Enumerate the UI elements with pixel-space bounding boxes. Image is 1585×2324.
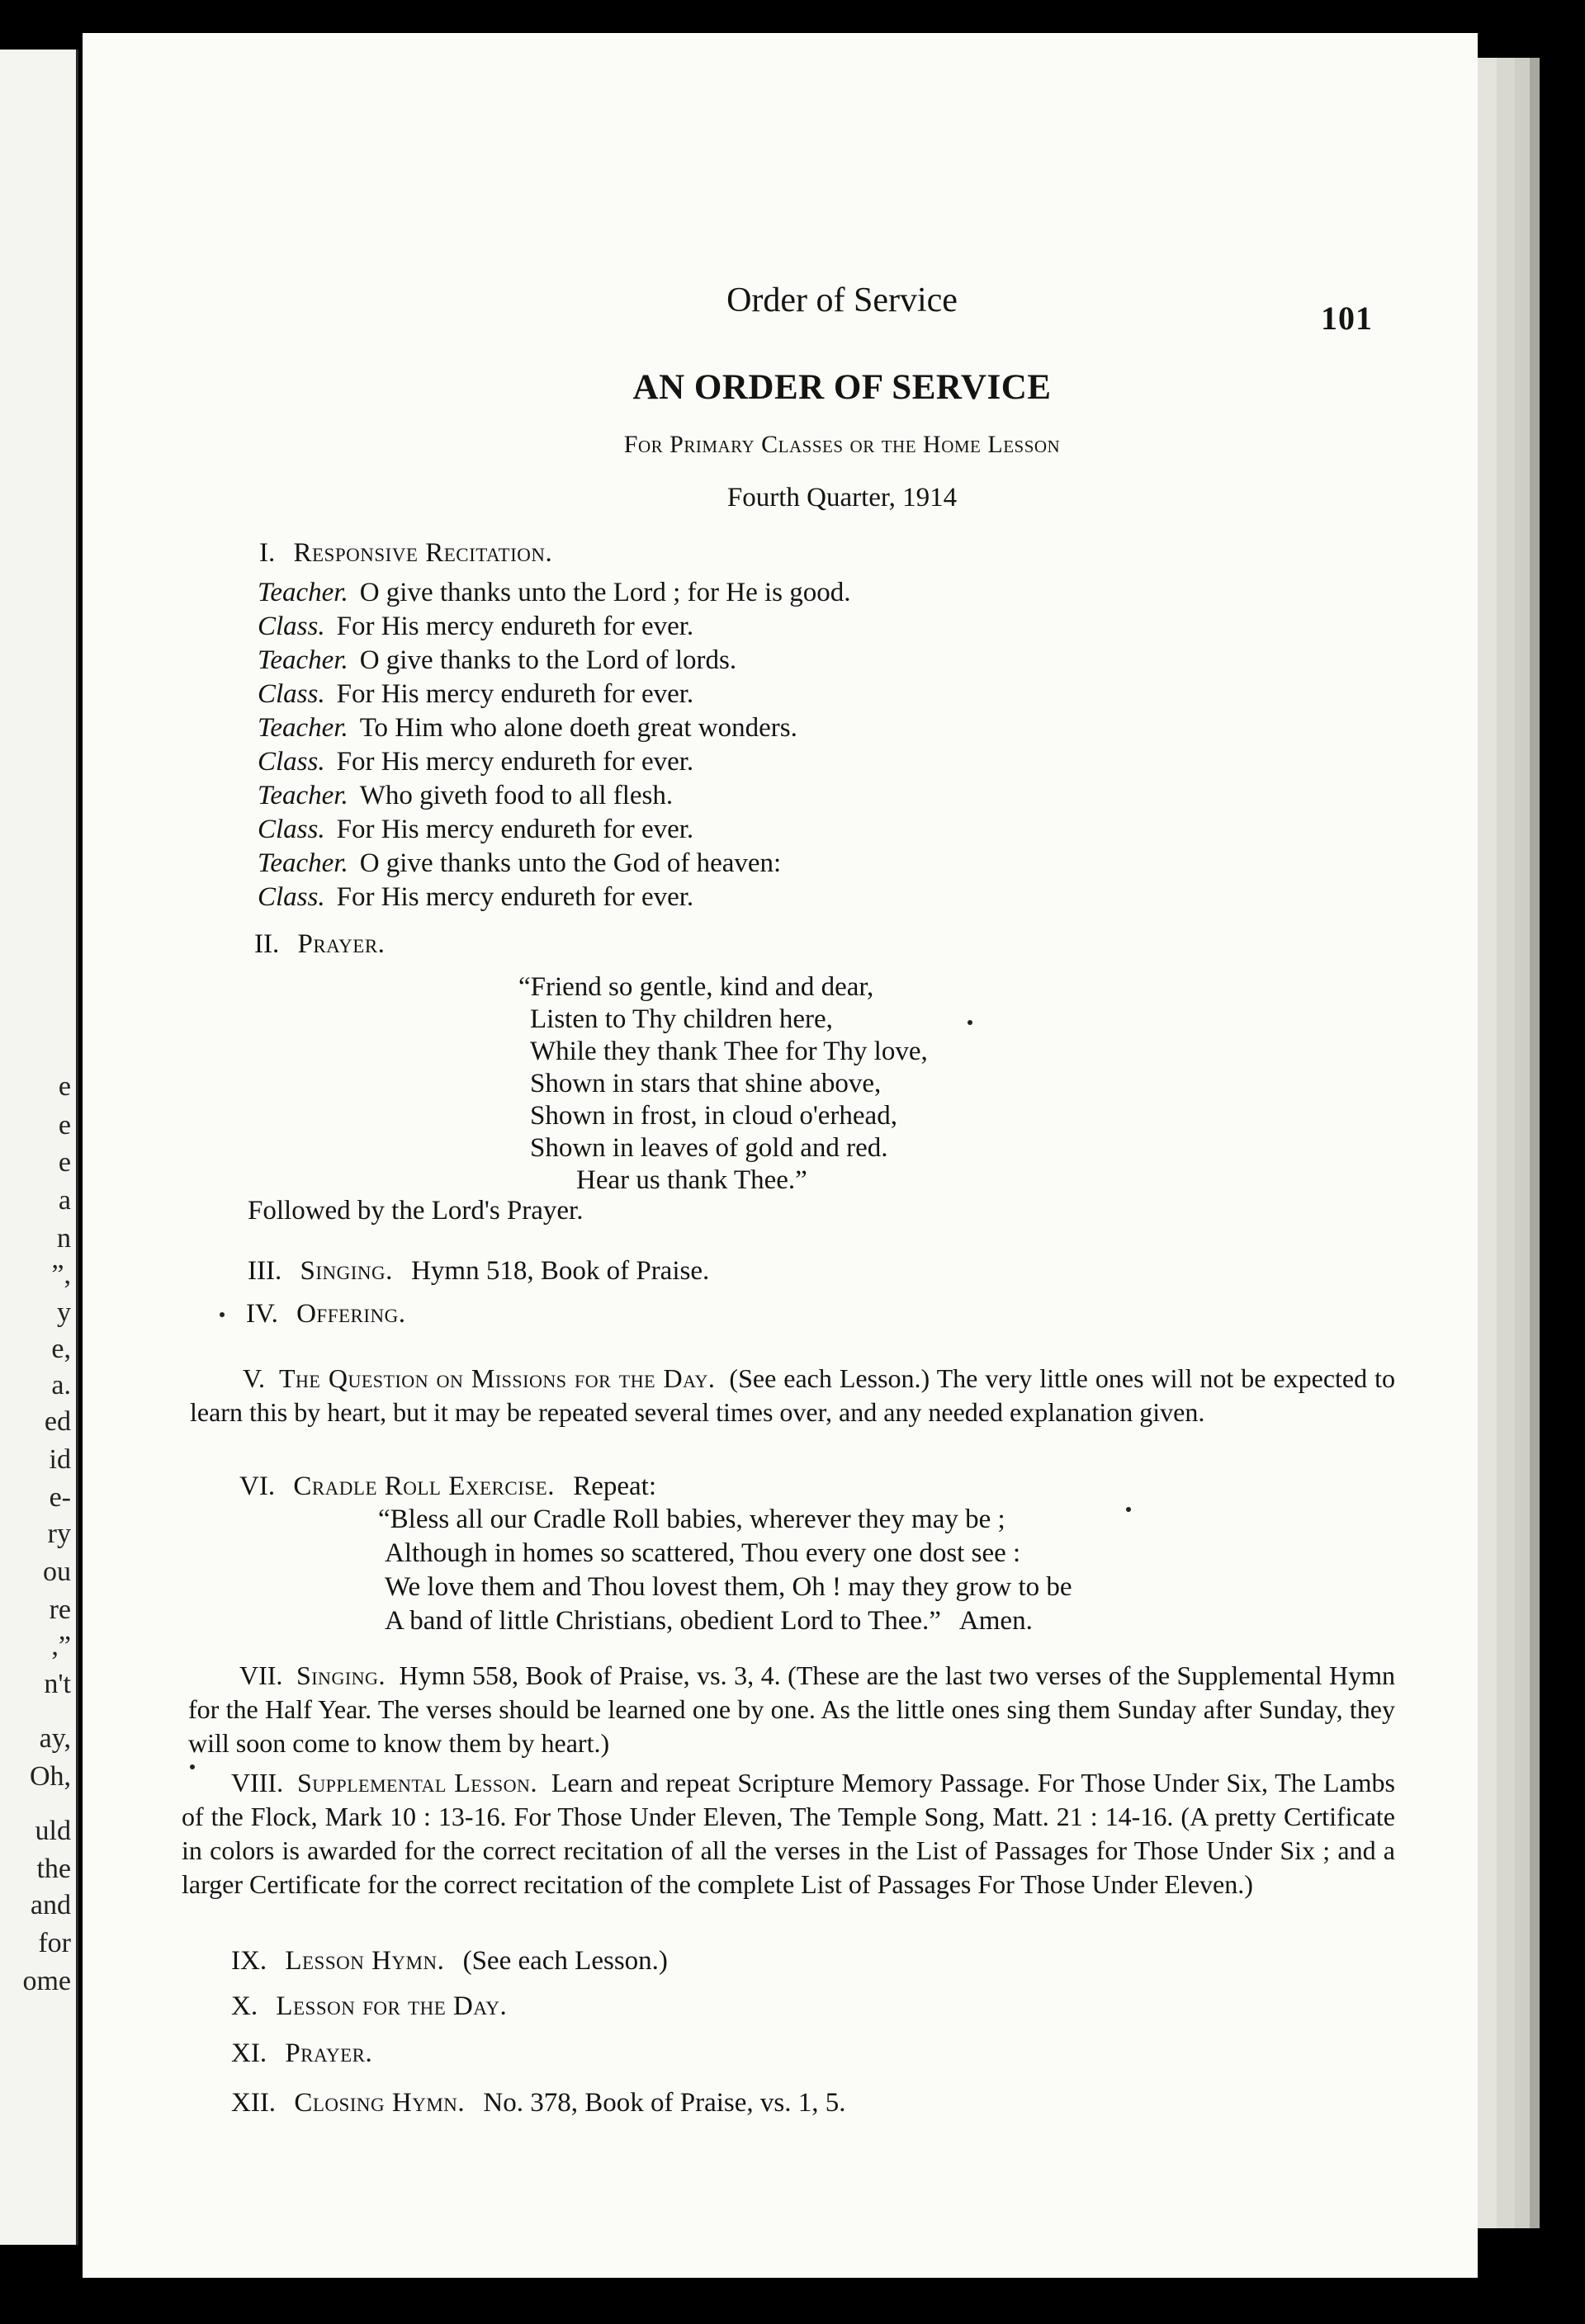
page-title: AN ORDER OF SERVICE <box>632 368 1052 407</box>
recitation-text: For His mercy endureth for ever. <box>336 679 694 709</box>
recitation-text: For His mercy endureth for ever. <box>336 612 694 641</box>
recitation-text: Who giveth food to all flesh. <box>359 781 674 810</box>
recitation-text: To Him who alone doeth great wonders. <box>359 713 797 743</box>
recitation-line <box>258 578 851 608</box>
section-title: Singing. <box>296 1660 386 1690</box>
section-title: Offering. <box>296 1299 406 1329</box>
recitation-line <box>258 612 693 642</box>
section-text: Repeat: <box>573 1471 657 1501</box>
recitation-line <box>258 848 781 879</box>
recitation-line <box>258 645 736 676</box>
recitation-line <box>258 815 693 845</box>
book-page <box>83 33 1478 2278</box>
section-number: IX. <box>231 1946 267 1976</box>
section-heading <box>246 1299 406 1330</box>
speaker-role: Class. <box>258 815 325 844</box>
section-number: VI. <box>239 1471 276 1501</box>
left-margin-fragment: for <box>38 1928 71 1958</box>
section-text: (See each Lesson.) The very little ones will not be expected to learn this by heart, but it may be repeated several times over, and any needed explanation given. <box>190 1363 1396 1427</box>
section-number: II. <box>254 929 280 959</box>
speaker-role: Teacher. <box>258 781 348 810</box>
section-title: Lesson for the Day. <box>276 1991 508 2021</box>
poem-line: “Friend so gentle, kind and dear, <box>518 972 874 1002</box>
page-number: 101 <box>1321 300 1373 337</box>
section-paragraph <box>182 1766 1395 1901</box>
left-margin-fragment: ome <box>22 1966 71 1996</box>
poem-line-text: A band of little Christians, obedient Lord to Thee.” <box>385 1606 941 1636</box>
recitation-text: For His mercy endureth for ever. <box>336 747 694 777</box>
left-margin-fragment: ”, <box>51 1259 71 1290</box>
left-margin-fragment: e, <box>51 1334 71 1364</box>
recitation-line <box>258 747 693 777</box>
section-title: Closing Hymn. <box>294 2088 466 2118</box>
section-heading <box>231 2038 372 2069</box>
poem-line: Shown in frost, in cloud o'erhead, <box>530 1101 897 1131</box>
left-margin-fragment: and <box>30 1890 71 1920</box>
section-heading <box>231 1991 507 2022</box>
recitation-text: For His mercy endureth for ever. <box>336 882 694 912</box>
section-heading <box>231 2088 845 2119</box>
section-title: Cradle Roll Exercise. <box>293 1471 555 1501</box>
ink-speck <box>968 1020 972 1025</box>
poem-line: Listen to Thy children here, <box>530 1004 833 1034</box>
left-margin-fragment: e <box>58 1071 71 1102</box>
left-margin-fragment: e <box>58 1147 71 1178</box>
section-text: Learn and repeat Scripture Memory Passage. For Those Under Six, The Lambs of the Flock, Mark 10 : 13-16. For Those Under Eleven, The Temple Song, Matt. 21 : 14-16. (A pretty Certificate in colors is awarded for the correct recitation of all the verses in the List of Passages for Those Under Six ; and a larger Certificate for the correct recitation of the complete List of Passages For Those Under Eleven.) <box>182 1768 1396 1899</box>
left-margin-fragment: a. <box>51 1370 71 1401</box>
recitation-text: O give thanks to the Lord of lords. <box>359 645 737 675</box>
left-margin-fragment: n <box>57 1223 71 1254</box>
speaker-role: Teacher. <box>258 645 348 675</box>
poem-line: “Bless all our Cradle Roll babies, wherever they may be ; <box>378 1504 1005 1534</box>
amen: Amen. <box>958 1606 1033 1636</box>
ink-speck <box>220 1312 225 1317</box>
quarter-line: Fourth Quarter, 1914 <box>726 483 958 513</box>
section-heading <box>248 1256 709 1287</box>
poem-line: While they thank Thee for Thy love, <box>530 1037 928 1066</box>
section-title: Supplemental Lesson. <box>296 1768 537 1797</box>
section-text: (See each Lesson.) <box>462 1946 668 1976</box>
left-margin-fragment: ed <box>44 1406 71 1437</box>
section-heading <box>239 1471 656 1502</box>
subtitle: For Primary Classes or the Home Lesson <box>623 431 1061 458</box>
left-margin-fragment: id <box>49 1444 71 1475</box>
recitation-text: O give thanks unto the God of heaven: <box>359 848 782 878</box>
ink-speck <box>1126 1507 1131 1512</box>
left-margin-fragment: ay, <box>39 1723 71 1754</box>
section-number: III. <box>248 1256 282 1286</box>
speaker-role: Teacher. <box>258 578 348 607</box>
section-number: VII. <box>239 1660 283 1690</box>
section-number: V. <box>243 1363 265 1393</box>
left-margin-fragment: the <box>36 1854 71 1884</box>
running-head: Order of Service <box>726 281 958 319</box>
section-paragraph <box>190 1362 1395 1429</box>
poem-line: Hear us thank Thee.” <box>576 1165 807 1195</box>
left-margin-fragment: ry <box>47 1519 71 1549</box>
section-text: No. 378, Book of Praise, vs. 1, 5. <box>483 2088 846 2118</box>
section-number: XII. <box>231 2088 277 2118</box>
page-edge <box>1515 58 1530 2228</box>
section-number: XI. <box>231 2038 267 2068</box>
section-title: Prayer. <box>297 929 386 959</box>
section-title: Singing. <box>300 1256 393 1286</box>
section-paragraph <box>188 1659 1395 1760</box>
left-margin-fragment: n't <box>44 1669 71 1699</box>
poem-line: We love them and Thou lovest them, Oh ! may they grow to be <box>385 1572 1072 1602</box>
speaker-role: Teacher. <box>258 713 348 743</box>
poem-line <box>385 1606 1033 1637</box>
page-edge <box>1497 58 1515 2228</box>
left-margin-fragment: uld <box>35 1816 71 1846</box>
section-heading <box>259 538 552 569</box>
section-title: Prayer. <box>285 2038 373 2068</box>
recitation-line <box>258 679 693 710</box>
section-heading <box>231 1946 668 1977</box>
section-title: Responsive Recitation. <box>293 538 553 568</box>
left-facing-page-edge <box>0 50 78 2245</box>
page-content <box>83 33 1478 2278</box>
speaker-role: Class. <box>258 679 325 709</box>
section-number: X. <box>231 1991 258 2021</box>
left-margin-fragment: ou <box>43 1556 71 1587</box>
recitation-line <box>258 781 673 811</box>
left-margin-fragment: e <box>58 1110 71 1141</box>
poem-line: Shown in stars that shine above, <box>530 1069 882 1098</box>
page-edge <box>1530 58 1540 2228</box>
section-number: IV. <box>246 1299 278 1329</box>
left-margin-fragment: a <box>58 1185 71 1216</box>
section-title: The Question on Missions for the Day. <box>279 1363 716 1393</box>
left-margin-fragment: e- <box>49 1482 71 1513</box>
left-margin-fragment: Oh, <box>29 1761 71 1792</box>
poem-line: Shown in leaves of gold and red. <box>530 1133 888 1163</box>
section-heading <box>254 929 385 960</box>
left-margin-fragments <box>0 50 76 2245</box>
section-number: VIII. <box>231 1768 284 1797</box>
poem-line: Although in homes so scattered, Thou every one dost see : <box>385 1538 1021 1568</box>
section-title: Lesson Hymn. <box>285 1946 445 1976</box>
left-margin-fragment: ,” <box>51 1631 71 1661</box>
speaker-role: Teacher. <box>258 848 348 878</box>
recitation-line <box>258 713 797 744</box>
speaker-role: Class. <box>258 882 325 912</box>
section-text: Hymn 518, Book of Praise. <box>411 1256 710 1286</box>
left-margin-fragment: y <box>57 1297 71 1328</box>
recitation-text: O give thanks unto the Lord ; for He is good. <box>359 578 851 607</box>
section-number: I. <box>259 538 276 568</box>
left-margin-fragment: re <box>49 1594 71 1625</box>
speaker-role: Class. <box>258 612 325 641</box>
recitation-line <box>258 882 693 913</box>
prayer-followup: Followed by the Lord's Prayer. <box>248 1196 584 1226</box>
recitation-text: For His mercy endureth for ever. <box>336 815 694 844</box>
section-text: Hymn 558, Book of Praise, vs. 3, 4. (These are the last two verses of the Supplemental Hymn for the Half Year. The verses should be learned one by one. As the little ones sing them Sunday after Sunday, they will soon come to know them by heart.) <box>188 1660 1396 1758</box>
speaker-role: Class. <box>258 747 325 777</box>
